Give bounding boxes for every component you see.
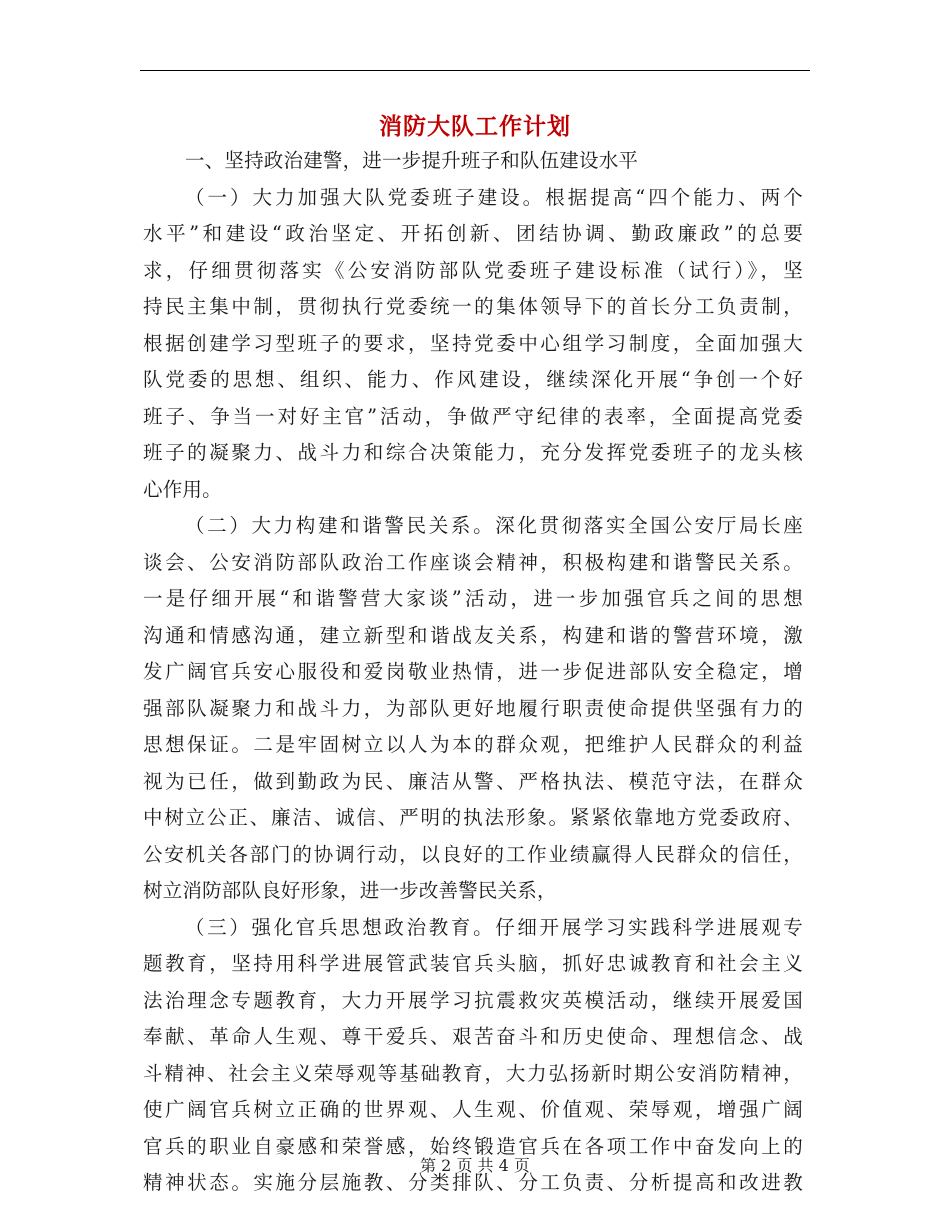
header-rule [140, 70, 810, 71]
paragraph-lines [143, 180, 803, 1202]
text-line: 发广阔官兵安心服役和爱岗敬业热情，进一步促进部队安全稳定，增 [143, 660, 803, 683]
text-line: 奉献、革命人生观、尊干爱兵、艰苦奋斗和历史使命、理想信念、战 [143, 1025, 803, 1048]
text-line: 树立消防部队良好形象，进一步改善警民关系， [143, 879, 557, 902]
text-line: 沟通和情感沟通，建立新型和谐战友关系，构建和谐的警营环境，激 [143, 623, 803, 647]
text-line: 视为已任，做到勤政为民、廉洁从警、严格执法、模范守法，在群众 [143, 769, 803, 793]
text-line: 班子的凝聚力、战斗力和综合决策能力，充分发挥党委班子的龙头核 [143, 441, 803, 464]
text-line: 队党委的思想、组织、能力、作风建设，继续深化开展“争创一个好 [143, 368, 803, 391]
text-line: 官兵的职业自豪感和荣誉感，始终锻造官兵在各项工作中奋发向上的 [143, 1134, 803, 1158]
text-line: 根据创建学习型班子的要求，坚持党委中心组学习制度，全面加强大 [143, 331, 803, 355]
text-line: 谈会、公安消防部队政治工作座谈会精神，积极构建和谐警民关系。 [143, 550, 803, 574]
page-footer: 第 2 页 共 4 页 [420, 1156, 530, 1175]
text-line: 心作用。 [143, 477, 222, 501]
document-title: 消防大队工作计划 [379, 113, 571, 140]
text-line: 使广阔官兵树立正确的世界观、人生观、价值观、荣辱观，增强广阔 [143, 1098, 803, 1121]
text-line: 求，仔细贯彻落实《公安消防部队党委班子建设标准（试行）》，坚 [143, 258, 803, 282]
text-line: 水平”和建设“政治坚定、开拓创新、团结协调、勤政廉政”的总要 [143, 222, 803, 245]
section-heading: 一、坚持政治建警，进一步提升班子和队伍建设水平 [185, 149, 639, 172]
text-line: 斗精神、社会主义荣辱观等基础教育，大力弘扬新时期公安消防精神， [143, 1061, 803, 1085]
text-line: 中树立公正、廉洁、诚信、严明的执法形象。紧紧依靠地方党委政府、 [143, 806, 803, 829]
document-body [143, 143, 803, 1202]
text-line: 强部队凝聚力和战斗力，为部队更好地履行职责使命提供坚强有力的 [143, 696, 803, 720]
text-line: 思想保证。二是牢固树立以人为本的群众观，把维护人民群众的利益 [143, 733, 803, 756]
text-line: 一是仔细开展“和谐警营大家谈”活动，进一步加强官兵之间的思想 [143, 587, 803, 610]
text-line: 精神状态。实施分层施教、分类排队、分工负责、分析提高和改进教 [143, 1171, 803, 1194]
text-line: 持民主集中制，贯彻执行党委统一的集体领导下的首长分工负责制， [143, 295, 803, 318]
text-line: 题教育，坚持用科学进展管武装官兵头脑，抓好忠诚教育和社会主义 [143, 952, 803, 975]
text-line: （一）大力加强大队党委班子建设。根据提高“四个能力、两个 [185, 185, 803, 209]
text-line: 班子、争当一对好主官”活动，争做严守纪律的表率，全面提高党委 [143, 404, 803, 428]
text-line: （三）强化官兵思想政治教育。仔细开展学习实践科学进展观专 [185, 915, 803, 939]
text-line: 法治理念专题教育，大力开展学习抗震救灾英模活动，继续开展爱国 [143, 988, 803, 1012]
text-line: （二）大力构建和谐警民关系。深化贯彻落实全国公安厅局长座 [185, 514, 803, 537]
text-line: 公安机关各部门的协调行动，以良好的工作业绩赢得人民群众的信任， [143, 842, 803, 866]
